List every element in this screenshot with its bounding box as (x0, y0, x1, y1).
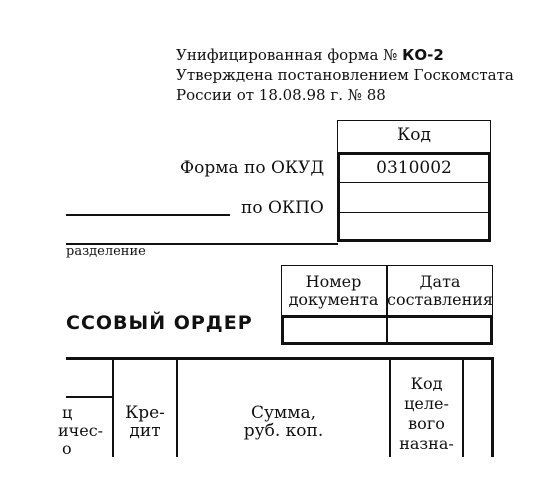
document-values-divider (386, 315, 388, 345)
form-title-line (176, 46, 444, 64)
partial-column-clip (58, 401, 112, 458)
partial-column-text-b: ичес- (58, 421, 104, 440)
form-code: КО-2 (402, 46, 444, 64)
page-title: ССОВЫЙ ОРДЕР (66, 312, 253, 334)
okpo-label: по ОКПО (241, 198, 324, 218)
partial-column-text-a: ц (62, 403, 73, 422)
organization-underline (66, 214, 230, 216)
main-table-col-divider-4 (462, 357, 464, 457)
division-label: разделение (66, 244, 146, 259)
approval-date-line: России от 18.08.98 г. № 88 (176, 86, 386, 104)
document-number-header: Номер документа (288, 272, 379, 309)
form-title-prefix: Унифицированная форма № (176, 46, 398, 64)
document-date-header: Дата составления (387, 272, 494, 309)
sum-column-header: Сумма, руб. коп. (243, 403, 324, 441)
okud-value[interactable]: 0310002 (376, 158, 452, 178)
okud-label: Форма по ОКУД (180, 158, 325, 178)
purpose-column-clip (391, 374, 462, 457)
codes-column-header: Код (397, 125, 431, 145)
approval-line: Утверждена постановлением Госкомстата (176, 66, 514, 84)
main-table-subheader-line (66, 396, 112, 398)
codes-divider-2 (340, 212, 488, 213)
codes-divider-1 (340, 182, 488, 183)
credit-column-header: Кре- дит (125, 403, 165, 441)
purpose-code-column-header: Код целе- вого назна- (399, 374, 454, 453)
partial-column-text-c: о (62, 439, 72, 458)
main-table-right-border (491, 357, 494, 457)
main-table-top-border (66, 357, 494, 360)
